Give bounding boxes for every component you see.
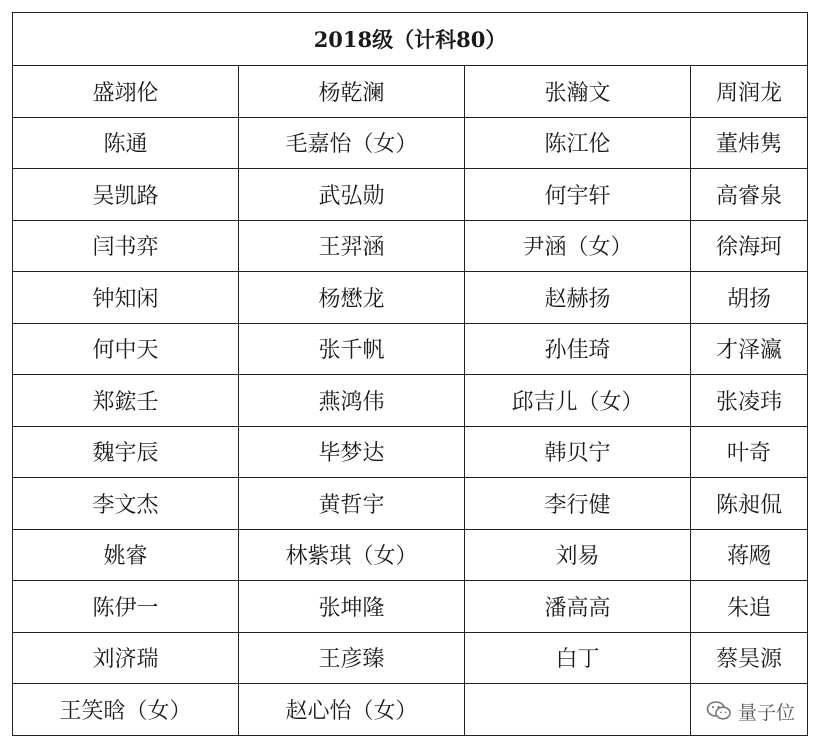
student-name-cell: 黄哲宇 bbox=[239, 478, 465, 530]
student-name-cell: 周润龙 bbox=[691, 66, 808, 118]
student-name-cell: 陈伊一 bbox=[13, 581, 239, 633]
student-name-cell: 林紫琪（女） bbox=[239, 529, 465, 581]
student-name-cell: 钟知闲 bbox=[13, 272, 239, 324]
student-name-cell: 朱追 bbox=[691, 581, 808, 633]
student-name-cell: 赵心怡（女） bbox=[239, 684, 465, 736]
table-row bbox=[13, 117, 808, 169]
student-name-cell: 王羿涵 bbox=[239, 220, 465, 272]
student-name-cell: 陈江伦 bbox=[465, 117, 691, 169]
table-title: 2018级（计科80） bbox=[13, 13, 808, 66]
student-name-cell: 何宇轩 bbox=[465, 169, 691, 221]
student-name-cell: 孙佳琦 bbox=[465, 323, 691, 375]
student-name-cell: 潘高高 bbox=[465, 581, 691, 633]
student-name-cell: 刘易 bbox=[465, 529, 691, 581]
wechat-icon bbox=[706, 700, 732, 722]
student-name-cell: 魏宇辰 bbox=[13, 426, 239, 478]
table-row bbox=[13, 220, 808, 272]
table-row bbox=[13, 66, 808, 118]
title-row bbox=[13, 13, 808, 66]
student-name-cell: 邱吉儿（女） bbox=[465, 375, 691, 427]
student-name-cell: 高睿泉 bbox=[691, 169, 808, 221]
table-row bbox=[13, 375, 808, 427]
watermark-text: 量子位 bbox=[738, 701, 796, 724]
student-name-cell: 陈昶侃 bbox=[691, 478, 808, 530]
student-name-cell: 刘济瑞 bbox=[13, 632, 239, 684]
student-name-cell: 陈通 bbox=[13, 117, 239, 169]
student-name-cell: 杨懋龙 bbox=[239, 272, 465, 324]
table-row bbox=[13, 169, 808, 221]
student-name-cell: 张瀚文 bbox=[465, 66, 691, 118]
watermark-cell bbox=[691, 684, 808, 736]
student-name-cell: 尹涵（女） bbox=[465, 220, 691, 272]
student-name-cell: 胡扬 bbox=[691, 272, 808, 324]
table-row bbox=[13, 581, 808, 633]
student-name-cell: 吴凯路 bbox=[13, 169, 239, 221]
table-row bbox=[13, 426, 808, 478]
student-name-cell: 董炜隽 bbox=[691, 117, 808, 169]
student-name-cell: 郑鋐壬 bbox=[13, 375, 239, 427]
student-name-cell: 李行健 bbox=[465, 478, 691, 530]
student-name-cell: 韩贝宁 bbox=[465, 426, 691, 478]
table-row bbox=[13, 272, 808, 324]
student-name-cell: 赵赫扬 bbox=[465, 272, 691, 324]
student-name-cell: 叶奇 bbox=[691, 426, 808, 478]
student-name-cell: 闫书弈 bbox=[13, 220, 239, 272]
student-name-cell: 毛嘉怡（女） bbox=[239, 117, 465, 169]
table-row bbox=[13, 478, 808, 530]
student-name-cell: 蔡昊源 bbox=[691, 632, 808, 684]
table-row bbox=[13, 632, 808, 684]
student-name-cell: 王彦臻 bbox=[239, 632, 465, 684]
student-name-cell: 徐海珂 bbox=[691, 220, 808, 272]
student-name-cell: 才泽瀛 bbox=[691, 323, 808, 375]
student-name-cell: 盛翊伦 bbox=[13, 66, 239, 118]
student-name-cell: 王笑晗（女） bbox=[13, 684, 239, 736]
student-name-cell: 张千帆 bbox=[239, 323, 465, 375]
table-row bbox=[13, 529, 808, 581]
student-name-cell: 张凌玮 bbox=[691, 375, 808, 427]
empty-cell bbox=[465, 684, 691, 736]
student-name-cell: 张坤隆 bbox=[239, 581, 465, 633]
student-name-cell: 燕鸿伟 bbox=[239, 375, 465, 427]
student-name-cell: 杨乾澜 bbox=[239, 66, 465, 118]
student-roster-table bbox=[12, 12, 808, 736]
student-name-cell: 白丁 bbox=[465, 632, 691, 684]
student-name-cell: 李文杰 bbox=[13, 478, 239, 530]
student-name-cell: 武弘勋 bbox=[239, 169, 465, 221]
student-name-cell: 何中天 bbox=[13, 323, 239, 375]
student-name-cell: 蒋飏 bbox=[691, 529, 808, 581]
student-name-cell: 姚睿 bbox=[13, 529, 239, 581]
table-row bbox=[13, 323, 808, 375]
student-name-cell: 毕梦达 bbox=[239, 426, 465, 478]
watermark bbox=[706, 698, 795, 725]
table-row bbox=[13, 684, 808, 736]
